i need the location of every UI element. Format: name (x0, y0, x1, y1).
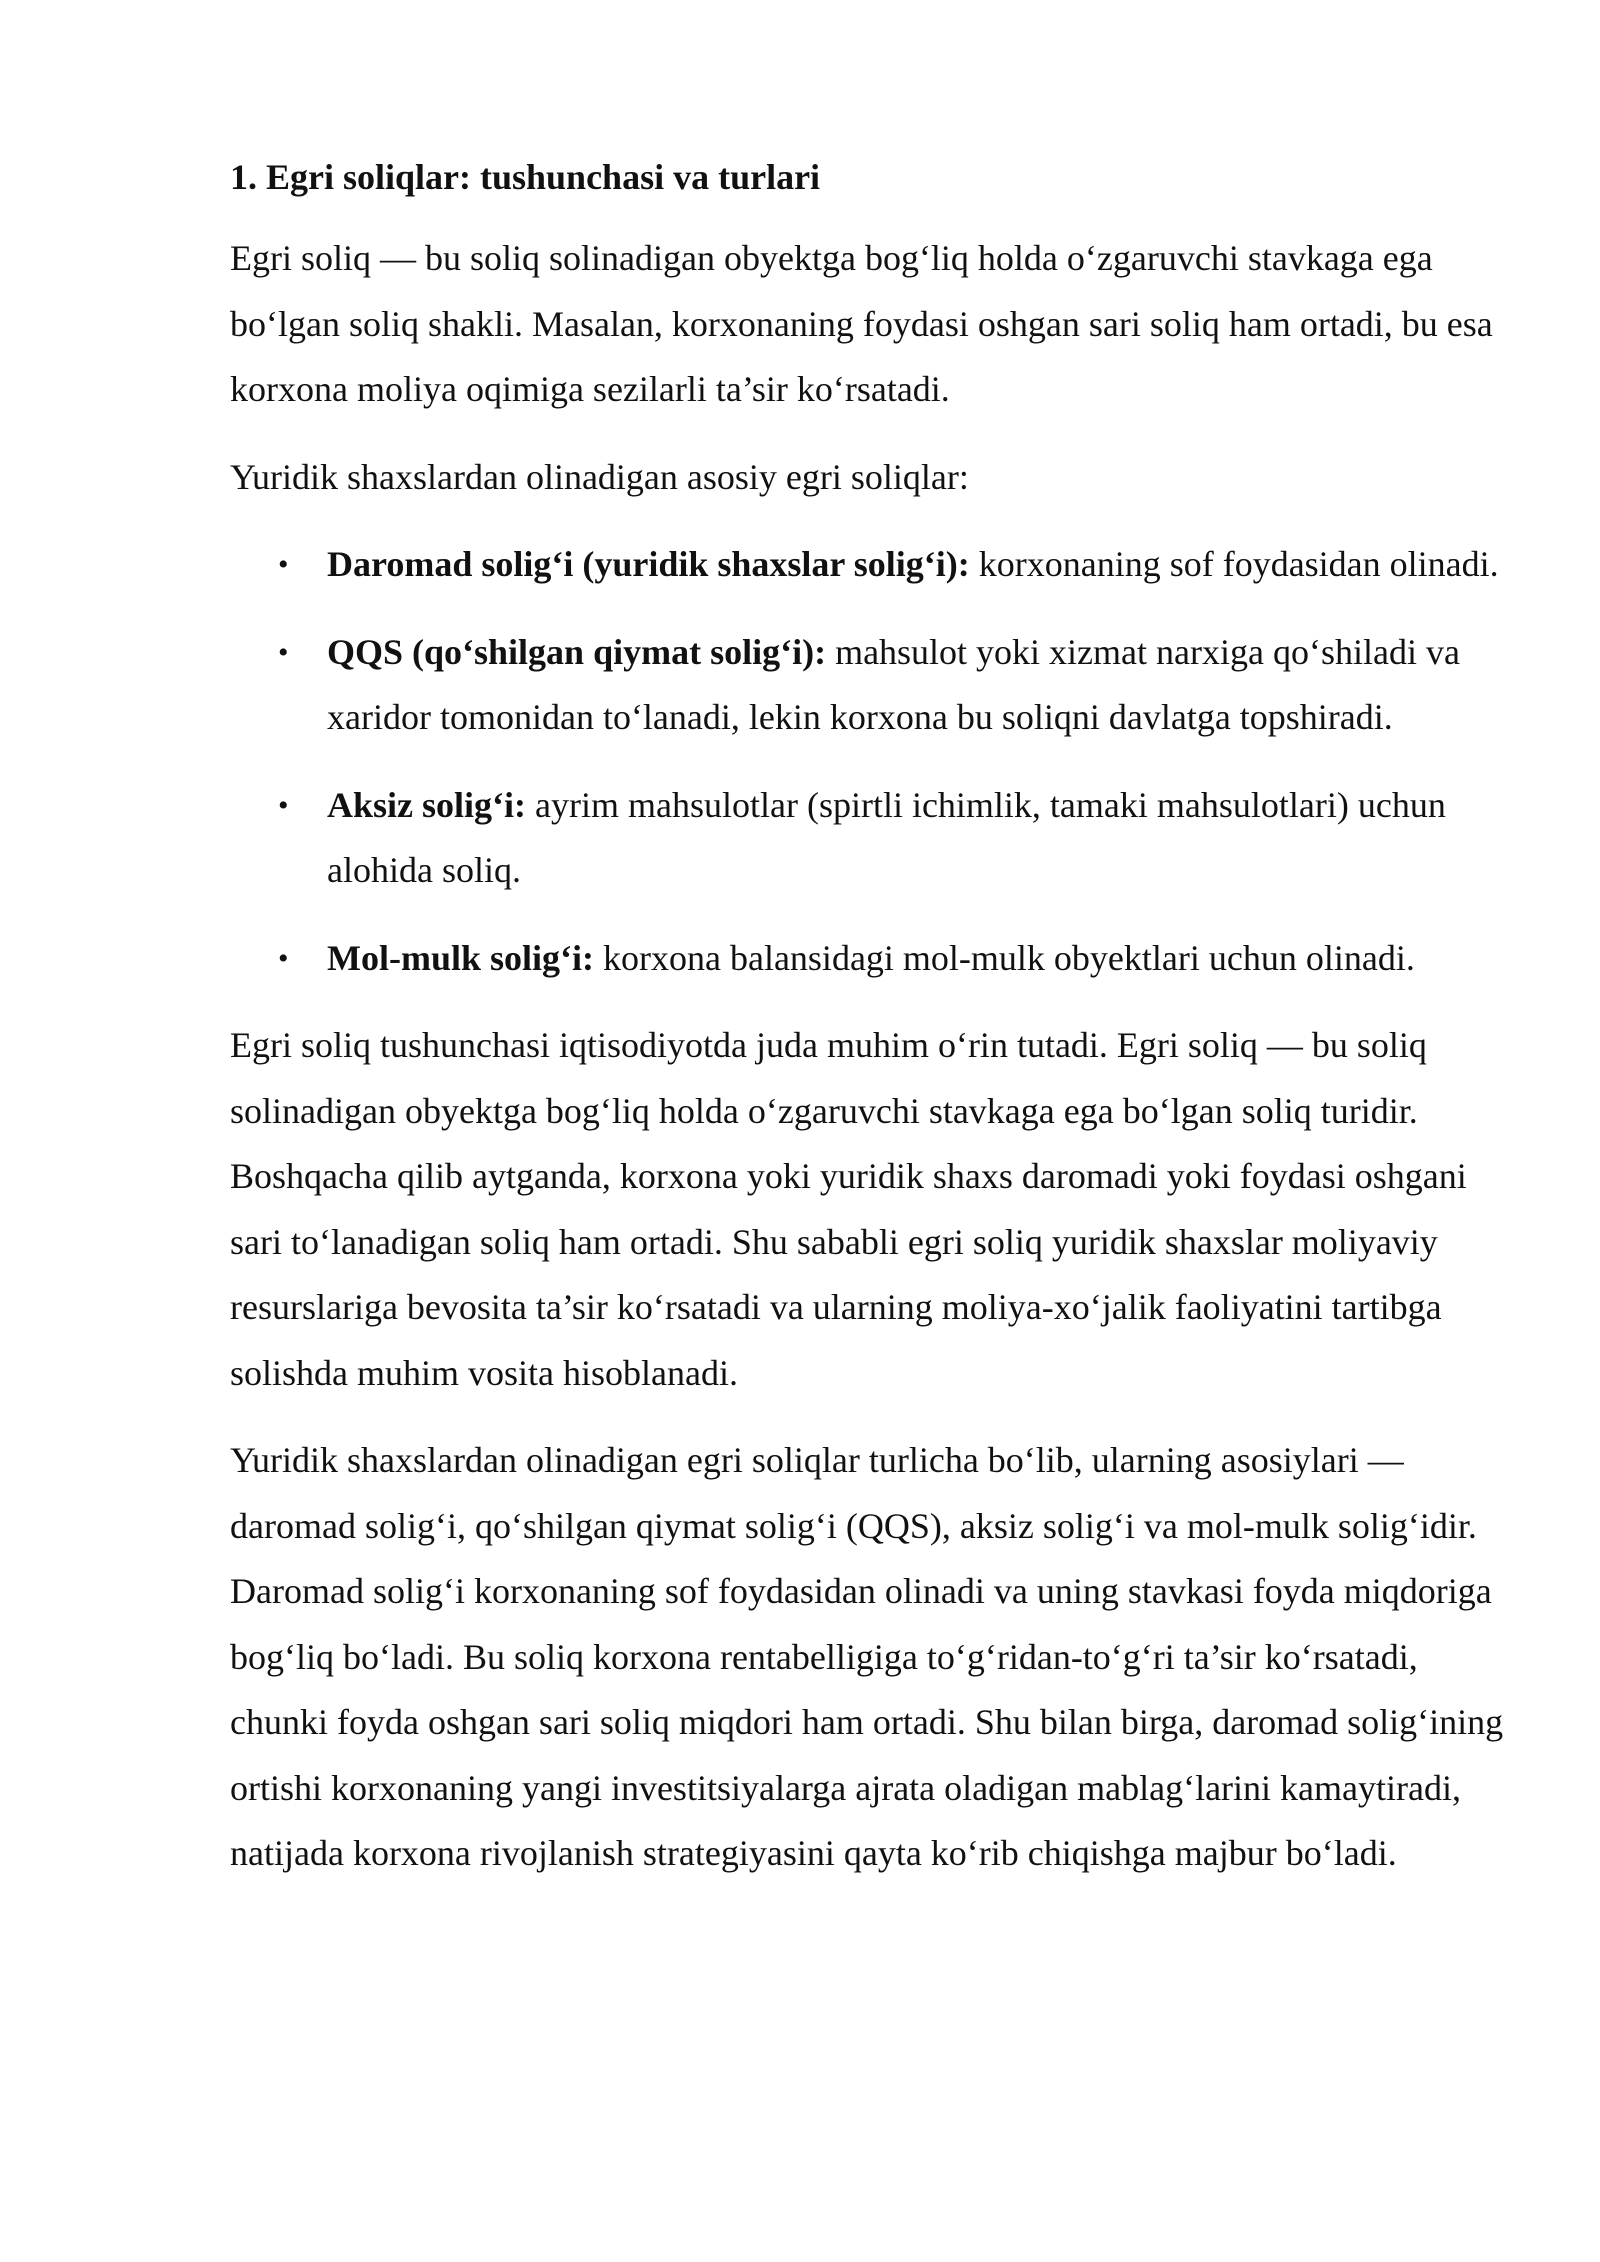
list-item-text: mahsulot yoki xizmat narxiga qo‘shiladi va xaridor tomonidan to‘lanadi, lekin korxona bu soliqni davlatga topshiradi. (327, 631, 1460, 737)
section-heading: 1. Egri soliqlar: tushunchasi va turlari (230, 157, 821, 197)
list-item-property-tax (230, 926, 1510, 992)
bullet-icon: • (278, 941, 289, 975)
list-item-excise-tax (230, 773, 1510, 904)
body-paragraph-3: Yuridik shaxslardan olinadigan egri soliqlar turlicha bo‘lib, ularning asosiylari — daromad solig‘i, qo‘shilgan qiymat solig‘i (QQS), aksiz solig‘i va mol-mulk solig‘idir. Daromad solig‘i korxonaning sof foydasidan olinadi va uning stavkasi foyda miqdoriga bog‘liq bo‘ladi. Bu soliq korxona rentabelligiga to‘g‘ridan-to‘g‘ri ta’sir ko‘rsatadi, chunki foyda oshgan sari soliq miqdori ham ortadi. Shu bilan birga, daromad solig‘ining ortishi korxonaning yangi investitsiyalarga ajrata oladigan mablag‘larini kamaytiradi, natijada korxona rivojlanish strategiyasini qayta ko‘rib chiqishga majbur bo‘ladi. (230, 1440, 1504, 1873)
tax-types-list (230, 532, 1510, 991)
list-item-income-tax (230, 532, 1510, 598)
list-item-text: korxona balansidagi mol-mulk obyektlari uchun olinadi. (594, 937, 1415, 978)
list-item-term: QQS (qo‘shilgan qiymat solig‘i): (327, 631, 827, 672)
list-intro: Yuridik shaxslardan olinadigan asosiy egri soliqlar: (230, 456, 969, 497)
list-item-term: Mol-mulk solig‘i: (327, 937, 594, 978)
list-item-term: Aksiz solig‘i: (327, 784, 527, 825)
bullet-icon: • (278, 548, 289, 581)
body-paragraph-2: Egri soliq tushunchasi iqtisodiyotda juda muhim o‘rin tutadi. Egri soliq — bu soliq solinadigan obyektga bog‘liq holda o‘zgaruvchi stavkaga ega bo‘lgan soliq turidir. Boshqacha qilib aytganda, korxona yoki yuridik shaxs daromadi yoki foydasi oshgani sari to‘lanadigan soliq ham ortadi. Shu sababli egri soliq yuridik shaxslar moliyaviy resurslariga bevosita ta’sir ko‘rsatadi va ularning moliya-xo‘jalik faoliyatini tartibga solishda muhim vosita hisoblanadi. (230, 1025, 1467, 1393)
bullet-icon: • (278, 635, 289, 669)
list-item-text: ayrim mahsulotlar (spirtli ichimlik, tamaki mahsulotlari) uchun alohida soliq. (327, 784, 1446, 890)
document-body (230, 150, 1510, 1909)
list-item-vat (230, 620, 1510, 751)
list-item-term: Daromad solig‘i (yuridik shaxslar solig‘i): (327, 544, 970, 584)
bullet-icon: • (278, 788, 289, 822)
intro-paragraph: Egri soliq — bu soliq solinadigan obyektga bog‘liq holda o‘zgaruvchi stavkaga ega bo‘lgan soliq shakli. Masalan, korxonaning foydasi oshgan sari soliq ham ortadi, bu esa korxona moliya oqimiga sezilarli ta’sir ko‘rsatadi. (230, 238, 1493, 409)
list-item-text: korxonaning sof foydasidan olinadi. (969, 544, 1499, 584)
